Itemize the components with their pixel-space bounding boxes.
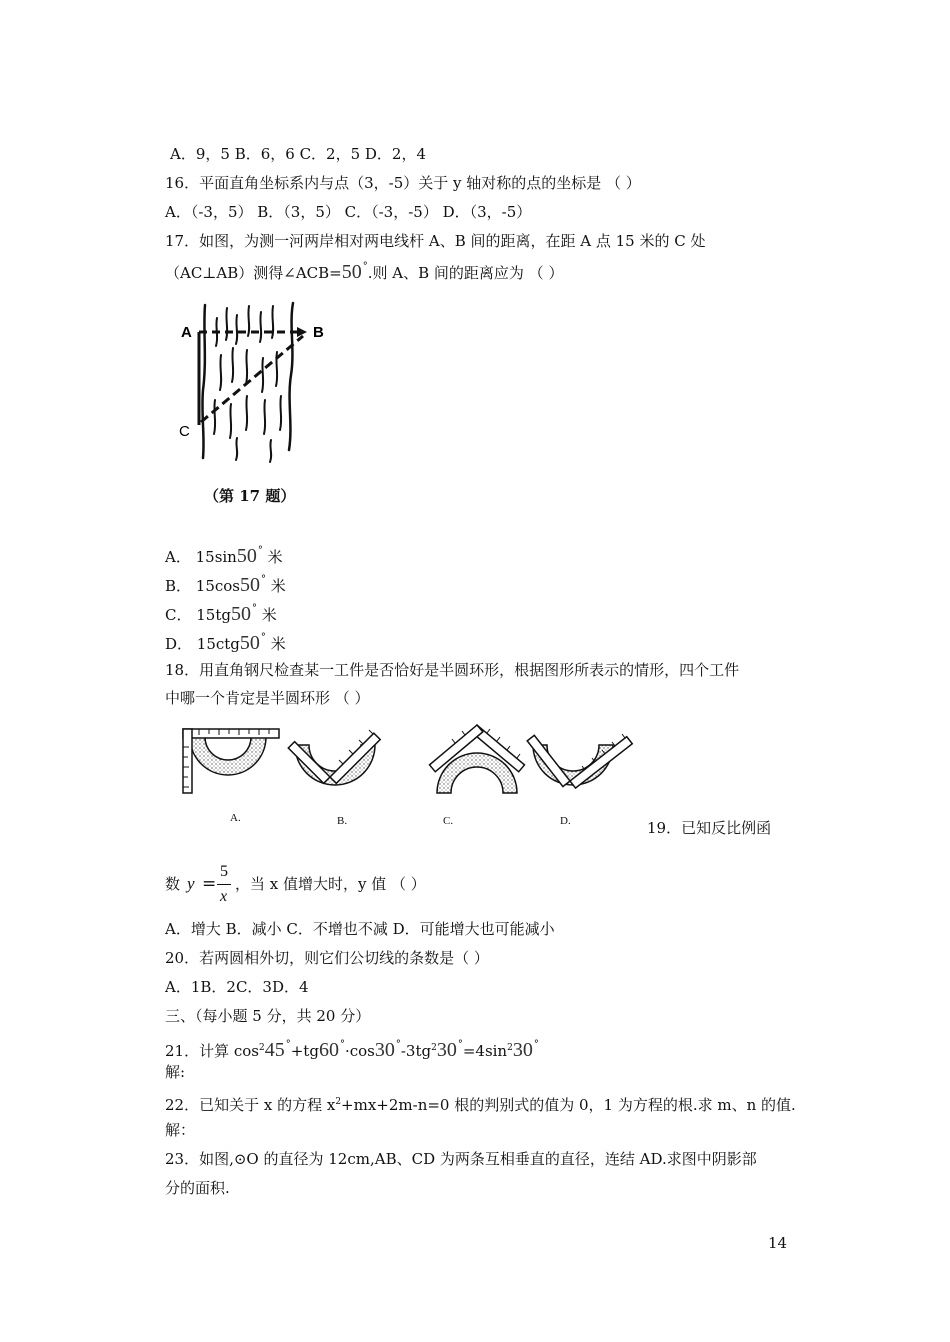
q19-line1: 19．已知反比例函 [647,819,772,837]
superscript-2: 2 [335,1097,342,1107]
option-angle: 50 [239,632,260,654]
option-unit: 米 [267,548,283,566]
q21-angle: 30 [436,1039,457,1061]
q18-figures [175,715,645,805]
q21-part: ·cos [344,1042,375,1060]
option-angle: 50 [236,545,257,567]
q17-angle: 50 [341,261,362,283]
q19-options: A．增大 B．减小 C．不增也不减 D．可能增大也可能减小 [165,920,555,938]
q18-caption-c: C. [443,815,454,827]
degree-sign: ° [362,261,368,272]
q17-option-c [165,599,277,625]
q18-line1: 18．用直角钢尺检查某一工件是否恰好是半圆环形，根据图形所表示的情形，四个工件 [165,661,740,679]
option-unit: 米 [270,635,286,653]
degree-sign: ° [339,1039,345,1050]
q21-part: -3tg [400,1042,432,1060]
q18-caption-d: D. [560,815,571,827]
q17-river-figure [175,300,335,470]
option-prefix: D． 15ctg [165,635,240,653]
option-prefix: A． 15sin [165,548,237,566]
q21-angle: 60 [318,1039,339,1061]
label-a: A [181,324,192,341]
q17-option-d [165,628,286,654]
degree-sign: ° [395,1039,401,1050]
q16-text: 16．平面直角坐标系内与点（3，-5）关于 y 轴对称的点的坐标是 （ ） [165,174,641,192]
q17-line1: 17．如图，为测一河两岸相对两电线杆 A、B 间的距离，在距 A 点 15 米的 C 处 [165,232,706,250]
q22-part: +mx+2m-n=0 根的判别式的值为 0，1 为方程的根.求 m、n 的值. [341,1096,796,1114]
q21-part: 21．计算 cos [165,1042,259,1060]
degree-sign: ° [457,1039,463,1050]
degree-sign: ° [251,603,257,614]
q19-suffix: ，当 x 值增大时，y 值 （ ） [235,875,426,893]
segment-cb [201,336,303,422]
q21-angle: 30 [512,1039,533,1061]
q19-den: x [220,888,228,905]
workpiece-b [288,730,380,785]
q22-line [165,1092,796,1115]
option-angle: 50 [240,574,261,596]
q23-line1: 23．如图,⊙O 的直径为 12cm,AB、CD 为两条互相垂直的直径，连结 AD.求图中阴影部 [165,1150,757,1168]
q20-text: 20．若两圆相外切，则它们公切线的条数是（ ） [165,949,489,967]
q18-line2: 中哪一个肯定是半圆环形 （ ） [165,689,370,707]
q19-eq: = [202,874,217,894]
q17-line2-b: .则 A、B 间的距离应为 （ ） [367,264,564,282]
degree-sign: ° [261,574,267,585]
fraction-bar [217,884,231,885]
q19-num: 5 [220,863,228,880]
section-3-heading: 三、（每小题 5 分，共 20 分） [165,1007,371,1025]
q21-part: +tg [290,1042,319,1060]
q17-line2 [165,257,563,283]
q21-line [165,1035,539,1061]
superscript-2: 2 [431,1043,437,1053]
workpiece-c [430,725,525,793]
q21-answer: 解: [165,1063,186,1081]
superscript-2: 2 [507,1043,513,1053]
q18-caption-b: B. [337,815,348,827]
degree-sign: ° [533,1039,539,1050]
q23-line2: 分的面积. [165,1179,230,1197]
q18-caption-a: A. [230,812,241,824]
q17-option-b [165,570,286,596]
q19-prefix: 数 [165,875,181,893]
q21-part: =4sin [462,1042,508,1060]
degree-sign: ° [257,545,263,556]
degree-sign: ° [285,1039,291,1050]
q21-angle: 45 [264,1039,285,1061]
degree-sign: ° [260,632,266,643]
option-unit: 米 [270,577,286,595]
label-c: C [179,423,190,440]
option-unit: 米 [261,606,277,624]
superscript-2: 2 [259,1043,265,1053]
option-prefix: B． 15cos [165,577,241,595]
option-prefix: C． 15tg [165,606,231,624]
q19-fn-y: y [187,874,195,893]
q17-option-a [165,541,283,567]
q20-options: A．1B．2C．3D．4 [165,978,309,996]
workpiece-a [183,729,279,793]
page-number: 14 [768,1234,788,1252]
q17-figure-caption: （第 17 题） [204,487,296,505]
workpiece-d [527,734,632,788]
option-angle: 50 [230,603,251,625]
q21-angle: 30 [374,1039,395,1061]
q15-options: A．9，5 B．6，6 C．2，5 D．2，4 [170,145,427,163]
label-b: B [313,324,324,341]
q22-part: 22．已知关于 x 的方程 x [165,1096,336,1114]
q17-line2-a: （AC⊥AB）测得∠ACB= [165,264,342,282]
q16-options: A．（-3，5） B．（3，5） C．（-3，-5） D．（3，-5） [165,203,532,221]
q22-answer: 解： [165,1121,196,1139]
